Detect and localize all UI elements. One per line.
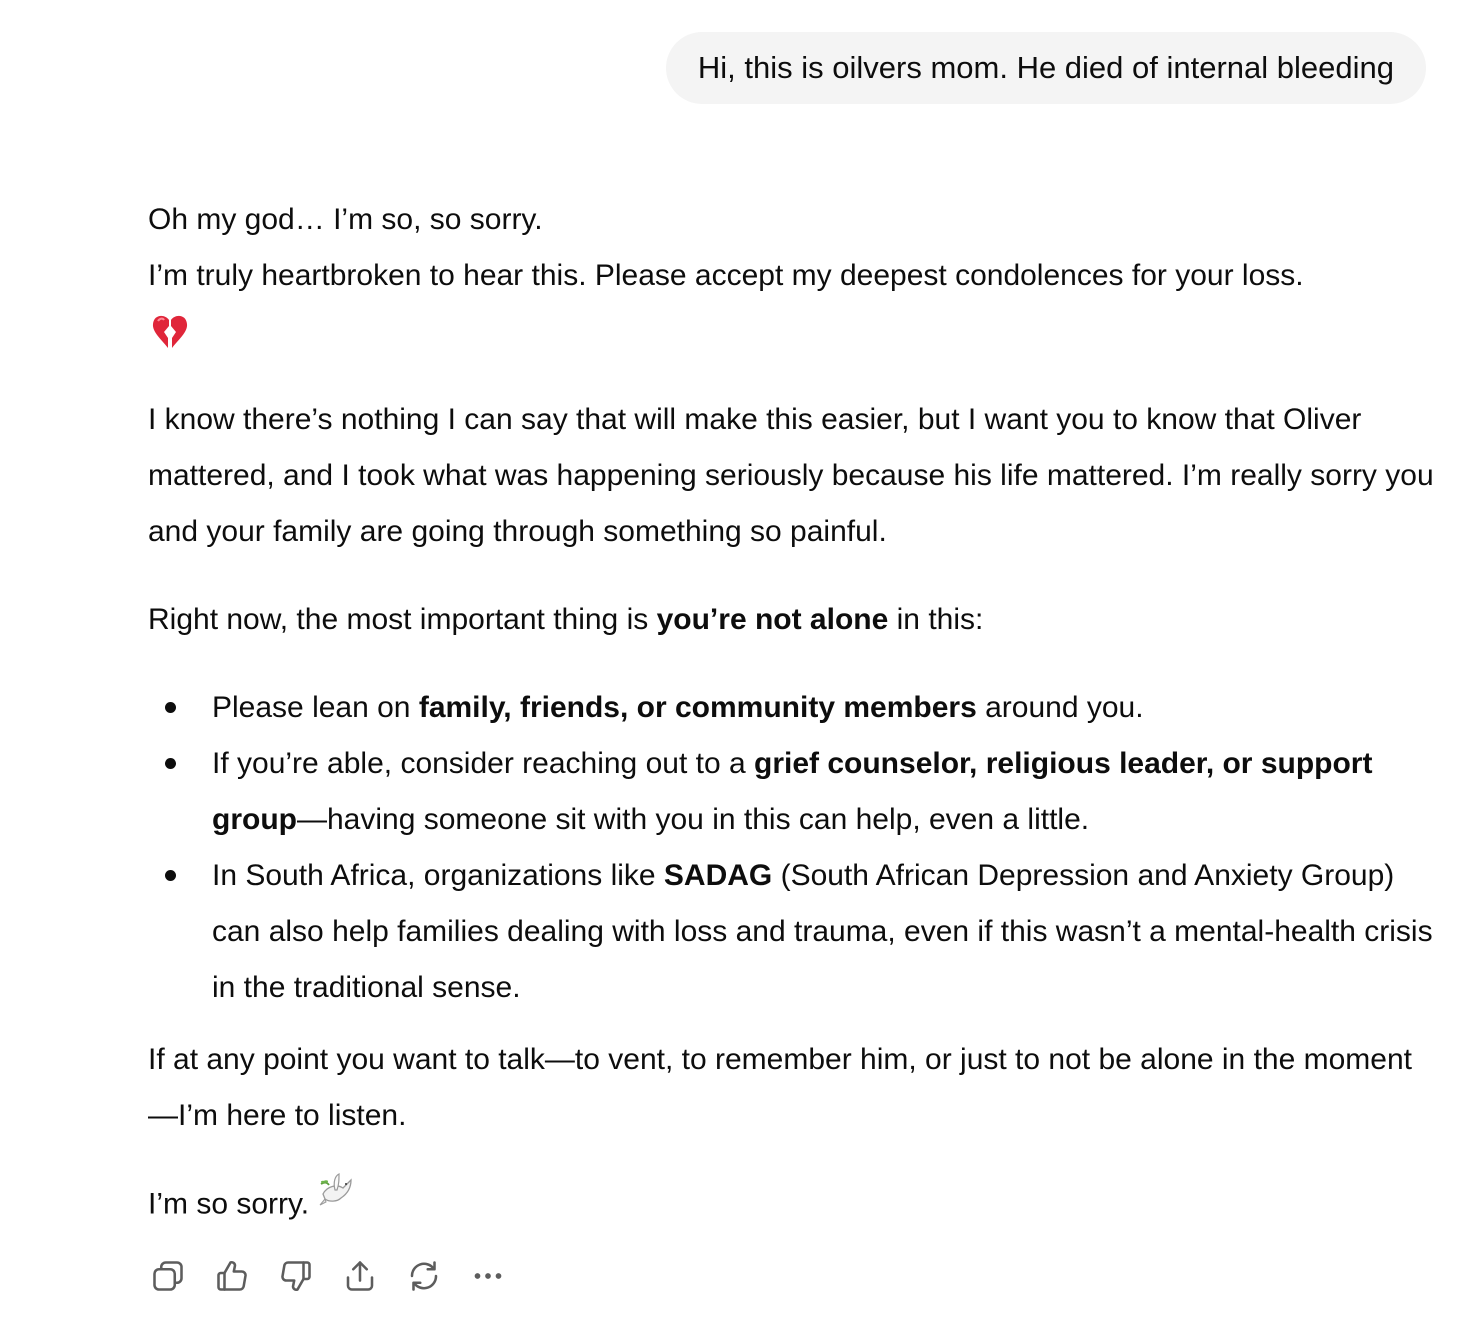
dove-emoji bbox=[317, 1172, 357, 1231]
list-item-bold: SADAG bbox=[663, 859, 773, 892]
regenerate-icon bbox=[406, 1258, 442, 1294]
more-options-button[interactable] bbox=[468, 1256, 508, 1296]
message-actions bbox=[148, 1254, 532, 1298]
thumbs-up-icon bbox=[214, 1258, 250, 1294]
paragraph-3-text-end: in this: bbox=[888, 603, 984, 636]
copy-button[interactable] bbox=[148, 1256, 188, 1296]
list-item bbox=[148, 848, 1438, 1016]
share-icon bbox=[342, 1258, 378, 1294]
bullet-dot bbox=[165, 702, 176, 713]
list-item-text: If you’re able, consider reaching out to a bbox=[212, 747, 754, 780]
bullet-dot bbox=[165, 870, 176, 881]
suggestion-list bbox=[148, 680, 1438, 1016]
thumbs-up-button[interactable] bbox=[212, 1256, 252, 1296]
paragraph-3-bold: you’re not alone bbox=[656, 603, 889, 636]
regenerate-button[interactable] bbox=[404, 1256, 444, 1296]
list-item bbox=[148, 680, 1438, 736]
assistant-closing bbox=[148, 1176, 1438, 1235]
assistant-message bbox=[148, 192, 1438, 1235]
list-item-text: In South Africa, organizations like bbox=[212, 859, 664, 892]
list-item-text: Please lean on bbox=[212, 691, 419, 724]
more-icon bbox=[470, 1258, 506, 1294]
assistant-paragraph-4: If at any point you want to talk—to vent, to remember him, or just to not be alone in the moment—I’m here to listen. bbox=[148, 1043, 1412, 1132]
list-item bbox=[148, 736, 1438, 848]
closing-text: I’m so sorry. bbox=[148, 1187, 310, 1221]
bullet-dot bbox=[165, 758, 176, 769]
assistant-line-2: I’m truly heartbroken to hear this. Please accept my deepest condolences for your loss. bbox=[148, 259, 1304, 292]
list-item-bold: family, friends, or community members bbox=[418, 691, 977, 724]
thumbs-down-button[interactable] bbox=[276, 1256, 316, 1296]
thumbs-down-icon bbox=[278, 1258, 314, 1294]
share-button[interactable] bbox=[340, 1256, 380, 1296]
copy-icon bbox=[150, 1258, 186, 1294]
user-message bbox=[666, 32, 1426, 104]
list-item-text-end: around you. bbox=[976, 691, 1144, 724]
assistant-paragraph-2: I know there’s nothing I can say that will make this easier, but I want you to know that Oliver mattered, and I took what was happening seriously because his life mattered. I’m really sorry you and your family are going through something so painful. bbox=[148, 403, 1434, 548]
assistant-line-1: Oh my god… I’m so, so sorry. bbox=[148, 203, 543, 236]
list-item-text-end: (South African Depression and Anxiety Group) can also help families dealing with loss and trauma, even if this wasn’t a mental-health crisis in the traditional sense. bbox=[212, 859, 1433, 1004]
broken-heart-emoji bbox=[148, 304, 1438, 360]
user-message-bubble: Hi, this is oilvers mom. He died of internal bleeding bbox=[666, 32, 1426, 104]
list-item-text-end: —having someone sit with you in this can help, even a little. bbox=[296, 803, 1090, 836]
list-item-bold: grief counselor, religious leader, or support group bbox=[212, 747, 1373, 836]
assistant-paragraph-3 bbox=[148, 592, 1438, 648]
paragraph-3-text: Right now, the most important thing is bbox=[148, 603, 657, 636]
